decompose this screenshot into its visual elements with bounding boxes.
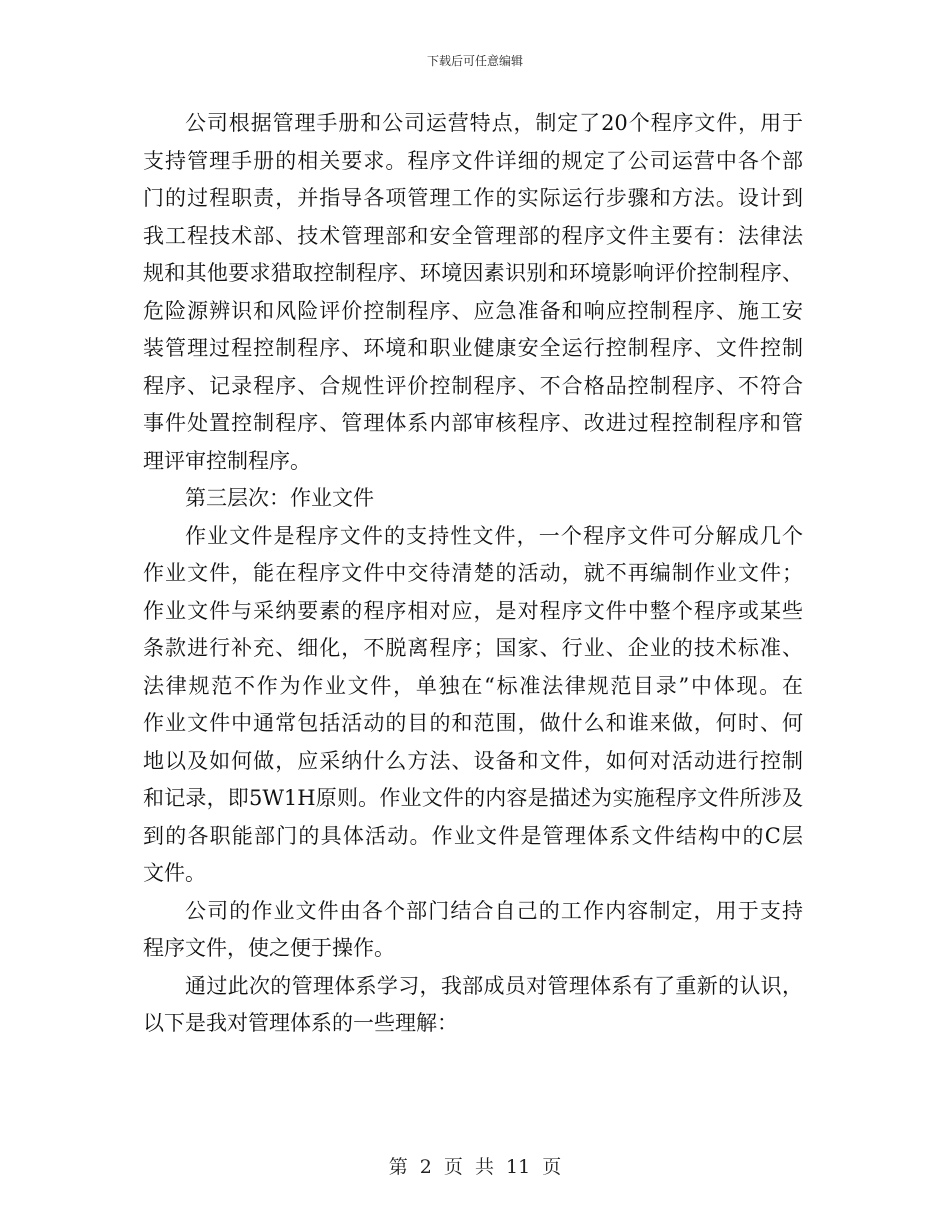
paragraph-company-work-documents — [143, 893, 803, 968]
text-line: 和记录，即5W1H原则。作业文件的内容是描述为实施程序文件所涉及 — [143, 786, 803, 810]
text-line: 规和其他要求猎取控制程序、环境因素识别和环境影响评价控制程序、 — [143, 261, 803, 285]
text-line: 作业文件与采纳要素的程序相对应，是对程序文件中整个程序或某些 — [143, 598, 803, 623]
page-number-footer: 第 2 页 共 11 页 — [388, 1156, 562, 1178]
text-line: 我工程技术部、技术管理部和安全管理部的程序文件主要有：法律法 — [143, 223, 803, 248]
text-line: 地以及如何做，应采纳什么方法、设备和文件，如何对活动进行控制 — [143, 748, 803, 773]
document-body — [143, 105, 803, 1043]
heading-line: 第三层次：作业文件 — [185, 486, 374, 510]
paragraph-work-documents — [143, 518, 803, 893]
text-line: 到的各职能部门的具体活动。作业文件是管理体系文件结构中的C层 — [143, 823, 803, 848]
text-line: 以下是我对管理体系的一些理解： — [143, 1011, 458, 1035]
text-line: 事件处置控制程序、管理体系内部审核程序、改进过程控制程序和管 — [143, 411, 803, 435]
text-line: 支持管理手册的相关要求。程序文件详细的规定了公司运营中各个部 — [143, 148, 803, 173]
text-line: 程序、记录程序、合规性评价控制程序、不合格品控制程序、不符合 — [143, 373, 803, 398]
text-line: 条款进行补充、细化，不脱离程序；国家、行业、企业的技术标准、 — [143, 636, 803, 660]
paragraph-program-documents — [143, 105, 803, 480]
text-line: 危险源辨识和风险评价控制程序、应急准备和响应控制程序、施工安 — [143, 298, 803, 323]
text-line: 文件。 — [143, 861, 206, 885]
text-line: 程序文件，使之便于操作。 — [143, 936, 395, 960]
text-line: 作业文件是程序文件的支持性文件，一个程序文件可分解成几个 — [185, 523, 803, 548]
page-header: 下载后可任意编辑 — [426, 54, 523, 68]
paragraph-understanding — [143, 968, 803, 1043]
text-line: 法律规范不作为作业文件，单独在“标准法律规范目录”中体现。在 — [143, 673, 803, 698]
text-line: 公司的作业文件由各个部门结合自己的工作内容制定，用于支持 — [185, 898, 803, 923]
text-line: 公司根据管理手册和公司运营特点，制定了20个程序文件，用于 — [185, 111, 803, 135]
text-line: 装管理过程控制程序、环境和职业健康安全运行控制程序、文件控制 — [143, 336, 803, 360]
section-heading — [143, 480, 803, 518]
text-line: 通过此次的管理体系学习，我部成员对管理体系有了重新的认识， — [185, 973, 803, 998]
text-line: 作业文件中通常包括活动的目的和范围，做什么和谁来做，何时、何 — [143, 711, 803, 735]
text-line: 理评审控制程序。 — [143, 448, 311, 473]
text-line: 作业文件，能在程序文件中交待清楚的活动，就不再编制作业文件； — [143, 561, 803, 585]
text-line: 门的过程职责，并指导各项管理工作的实际运行步骤和方法。设计到 — [143, 186, 803, 210]
